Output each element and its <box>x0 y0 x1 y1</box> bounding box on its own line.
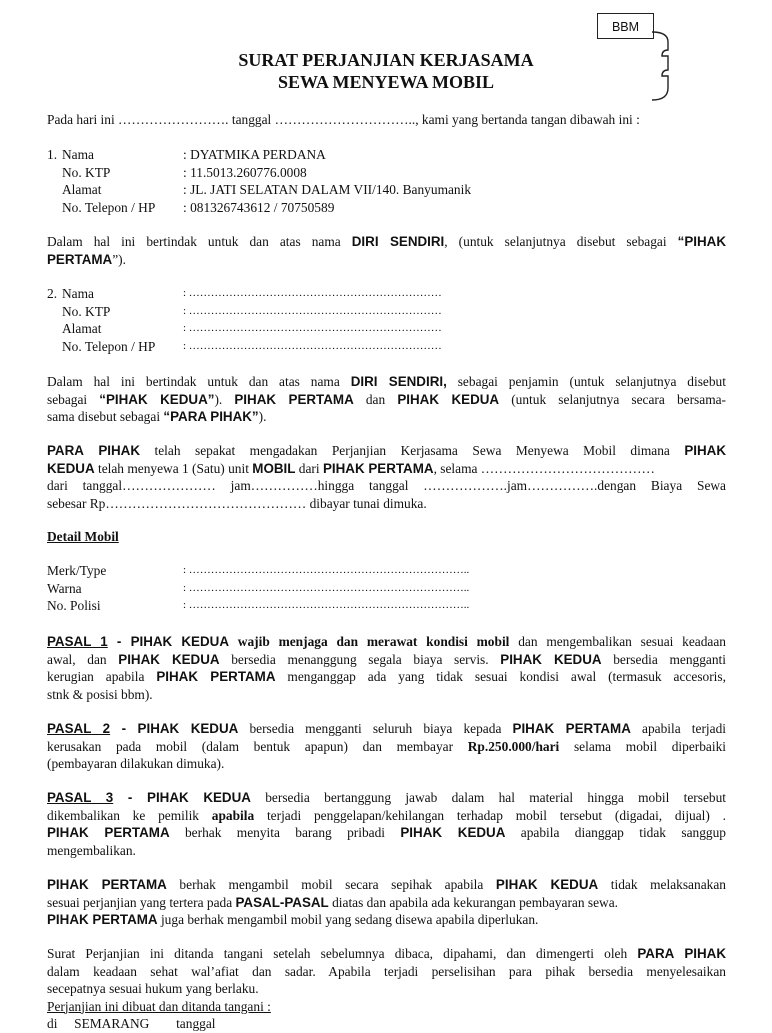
pasal3-label: PASAL 3 <box>47 790 114 805</box>
text-span: ). <box>214 391 235 407</box>
party2-label-nama: Nama <box>62 286 94 301</box>
bold-span: PIHAK KEDUA <box>137 721 239 736</box>
party1-value-telepon: : 081326743612 / 70750589 <box>183 199 335 215</box>
bold-span: PIHAK PERTAMA <box>156 669 276 684</box>
closing-line4: Perjanjian ini dibuat dan ditanda tangani : <box>47 998 271 1014</box>
bold-span: DIRI SENDIRI, <box>350 374 447 389</box>
bold-span: PIHAK KEDUA <box>500 651 602 667</box>
pasal2-line2 <box>47 738 726 756</box>
diri-sendiri-text: DIRI SENDIRI <box>351 234 445 249</box>
closing-line3: secepatnya sesuai hukum yang berlaku. <box>47 981 259 996</box>
car-value-merk: : ………………………………………………………………….. <box>183 564 470 576</box>
text-span: sama disebut sebagai <box>47 409 164 424</box>
text-span: terjadi penggelapan/kehilangan terhadap mobil tersebut (digadai, dijual) . <box>254 807 726 823</box>
party1-label-nama: Nama <box>62 147 94 162</box>
bold-span: PARA PIHAK <box>47 443 140 458</box>
document-title-line1: SURAT PERJANJIAN KERJASAMA <box>238 50 534 70</box>
bold-span: - <box>110 721 138 736</box>
pasal1-line1 <box>47 633 726 651</box>
text-span: menganggap ada yang tidak sesuai kondisi awal (termasuk accesoris, <box>275 669 726 684</box>
pasal3-line3 <box>47 824 726 842</box>
party1-value-ktp: : 11.5013.260776.0008 <box>183 164 307 180</box>
text-span: , (untuk selanjutnya disebut sebagai <box>444 234 678 249</box>
bold-span: “PIHAK KEDUA” <box>99 391 215 407</box>
text-span: diatas dan apabila ada kekurangan pembayaran sewa. <box>328 894 619 910</box>
pasal2-line3: (pembayaran dilakukan dimuka). <box>47 756 225 771</box>
text-span: dikembalikan ke pemilik <box>47 807 212 823</box>
closing-line1 <box>47 945 726 963</box>
bold-span: PIHAK KEDUA <box>147 790 251 805</box>
pasal1-line2 <box>47 651 726 669</box>
text-span: telah menyewa 1 (Satu) unit <box>94 460 253 476</box>
bold-span: PIHAK KEDUA <box>397 391 500 407</box>
text-span: sesuai perjanjian yang tertera pada <box>47 894 236 910</box>
bold-span: PIHAK PERTAMA <box>322 460 434 476</box>
car-label-merk: Merk/Type <box>47 563 107 578</box>
bold-span: “PARA PIHAK” <box>163 409 259 424</box>
party2-statement-line1 <box>47 373 726 391</box>
text-span: telah sepakat mengadakan Perjanjian Kerjasama Sewa Menyewa Mobil dimana <box>140 443 685 458</box>
text-span: apabila terjadi <box>630 721 726 736</box>
closing-line2: dalam keadaan sehat wal’afiat dan sadar. Apabila terjadi perselisihan para pihak bersedia menyelesaikan <box>47 963 726 979</box>
party2-statement-line2 <box>47 391 726 409</box>
text-span: selama mobil diperbaiki <box>559 738 726 754</box>
bold-span: apabila <box>211 807 255 823</box>
rights-line3 <box>47 911 538 929</box>
party2-label-telepon: No. Telepon / HP <box>62 338 156 354</box>
party1-number: 1. <box>47 147 58 162</box>
text-span: Dalam hal ini bertindak untuk dan atas nama <box>47 234 352 249</box>
car-value-polisi: : ………………………………………………………………….. <box>183 599 470 611</box>
text-span: ). <box>258 409 267 424</box>
party2-value-nama: : …………………………………………………………… <box>183 287 442 299</box>
bold-span: PIHAK KEDUA <box>495 877 599 892</box>
car-label-warna: Warna <box>47 580 82 596</box>
text-span: bersedia mengganti <box>601 651 726 667</box>
agreement-line1 <box>47 442 726 460</box>
text-span: apabila dianggap tidak sanggup <box>505 825 726 840</box>
text-span: dari <box>295 460 323 476</box>
bold-span: PIHAK <box>684 443 727 458</box>
bold-span: - <box>107 634 131 649</box>
pasal1-label: PASAL 1 <box>47 634 108 649</box>
text-span: awal, dan <box>47 651 119 667</box>
pasal1-line3 <box>47 668 726 686</box>
bold-span: PASAL-PASAL <box>235 894 329 910</box>
document-title-line2: SEWA MENYEWA MOBIL <box>277 72 495 92</box>
pertama-text: PERTAMA <box>47 251 113 267</box>
detail-mobil-heading: Detail Mobil <box>47 529 119 544</box>
bold-span: PIHAK KEDUA <box>400 825 506 840</box>
car-label-polisi: No. Polisi <box>47 598 101 613</box>
party2-value-alamat: : …………………………………………………………… <box>183 322 442 334</box>
agreement-line4: sebesar Rp……………………………………… dibayar tunai dimuka. <box>47 495 427 511</box>
bold-span: wajib menjaga dan merawat kondisi mobil <box>229 634 510 649</box>
party2-value-telepon: : …………………………………………………………… <box>183 339 442 352</box>
pihak-text: “PIHAK <box>677 234 726 249</box>
bold-span: - <box>113 790 148 805</box>
text-span: sebagai penjamin (untuk selanjutnya disebut <box>446 374 726 389</box>
rights-line2 <box>47 894 618 912</box>
bold-span: PIHAK KEDUA <box>130 634 229 649</box>
party2-statement-line3 <box>47 408 266 426</box>
pasal3-line2 <box>47 807 726 825</box>
party1-label-alamat: Alamat <box>62 182 102 197</box>
bold-span: MOBIL <box>252 460 296 476</box>
text-span: berhak mengambil mobil secara sepihak apabila <box>166 877 496 892</box>
bbm-badge: BBM <box>597 13 654 39</box>
text-span: sebagai <box>47 391 100 407</box>
party2-label-alamat: Alamat <box>62 321 102 336</box>
bold-span: KEDUA <box>47 460 95 476</box>
party2-label-ktp: No. KTP <box>62 303 111 319</box>
text-span: kerusakan pada mobil (dalam bentuk apapun) dan membayar <box>47 738 468 754</box>
bold-span: Rp.250.000/hari <box>467 738 560 754</box>
bold-span: PIHAK KEDUA <box>118 651 220 667</box>
text-span: (untuk selanjutnya secara bersama- <box>499 391 727 407</box>
bold-span: PIHAK PERTAMA <box>234 391 354 407</box>
text-span: bersedia menanggung segala biaya servis. <box>219 651 501 667</box>
bold-span: PIHAK PERTAMA <box>47 825 170 840</box>
text-span: Dalam hal ini bertindak untuk dan atas nama <box>47 374 351 389</box>
pasal2-label: PASAL 2 <box>47 721 111 736</box>
text-span: bersedia bertanggung jawab dalam hal material hingga mobil tersebut <box>250 790 726 805</box>
text-span: Surat Perjanjian ini ditanda tangani setelah sebelumnya dibaca, dipahami, dan dimengerti oleh <box>47 946 638 961</box>
party1-statement-line2 <box>47 251 126 269</box>
pasal1-line4: stnk & posisi bbm). <box>47 686 153 702</box>
bold-span: PIHAK PERTAMA <box>47 877 167 892</box>
agreement-line3: dari tanggal………………… jam……………hingga tanggal ……………….jam…………….dengan Biaya Sewa <box>47 478 726 493</box>
text-span: kerugian apabila <box>47 669 157 684</box>
party1-label-ktp: No. KTP <box>62 164 111 180</box>
party1-label-telepon: No. Telepon / HP <box>62 199 156 215</box>
text-span: dan mengembalikan sesuai keadaan <box>509 634 727 649</box>
party1-value-nama: : DYATMIKA PERDANA <box>183 147 326 162</box>
text-span: tidak melaksanakan <box>598 877 726 892</box>
party1-statement-line1 <box>47 233 726 251</box>
text-span: berhak menyita barang pribadi <box>169 825 401 840</box>
text-span: , selama ………………………………… <box>433 460 655 476</box>
bold-span: PARA PIHAK <box>637 946 726 961</box>
pasal3-line1 <box>47 789 726 807</box>
rights-line1 <box>47 876 726 894</box>
bold-span: PIHAK PERTAMA <box>512 721 631 736</box>
text-span: juga berhak mengambil mobil yang sedang disewa apabila diperlukan. <box>157 912 539 927</box>
text-span: bersedia mengganti seluruh biaya kepada <box>238 721 513 736</box>
pasal3-line4: mengembalikan. <box>47 842 136 858</box>
party2-value-ktp: : …………………………………………………………… <box>183 304 442 317</box>
car-value-warna: : ………………………………………………………………….. <box>183 581 470 594</box>
party2-number: 2. <box>47 286 58 301</box>
intro-text: Pada hari ini ……………………. tanggal ………………………….., kami yang bertanda tangan dibawah ini : <box>47 112 640 127</box>
closing-line5: di SEMARANG tanggal <box>47 1016 216 1031</box>
agreement-line2 <box>47 460 655 478</box>
pasal2-line1 <box>47 720 726 738</box>
bold-span: PIHAK PERTAMA <box>47 912 158 927</box>
text-span: dan <box>353 391 398 407</box>
text-span: ”). <box>112 251 126 267</box>
party1-value-alamat: : JL. JATI SELATAN DALAM VII/140. Banyumanik <box>183 182 472 197</box>
